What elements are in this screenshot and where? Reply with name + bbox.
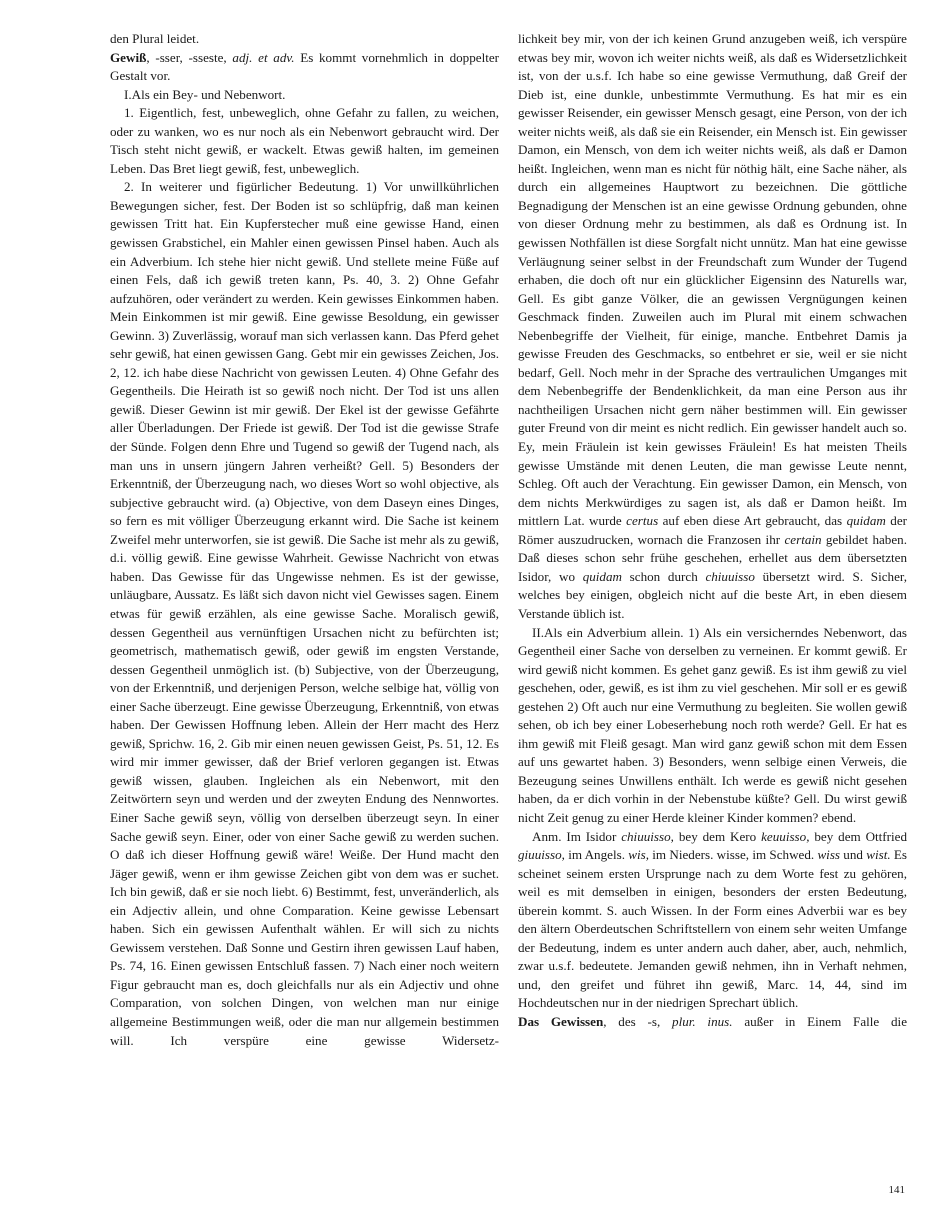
section-1-paragraph-1: 1. Eigentlich, fest, unbeweglich, ohne Gefahr zu fallen, zu weichen, oder zu wanken, wo es nur noch als ein Nebenwort gebraucht wird. Der Tisch steht nicht gewiß, er wackelt. Etwas gewiß halten, im gemeinen Leben. Das Bret liegt gewiß, fest, unbeweglich. xyxy=(110,105,499,176)
forms: , des -s, xyxy=(603,1013,673,1029)
french-term: certain xyxy=(784,531,822,547)
etymology-term: wist. xyxy=(866,847,891,863)
forms: , -sser, -sseste, xyxy=(146,49,233,65)
etymology-term: wiss xyxy=(817,847,841,863)
text-run: Es scheinet seinem ersten Ursprunge nach zu dem Worte fest zu gehören, weil es mit demselben in einigen, besonders der ersten Bedeutung, überein kommt. S. auch Wissen. In der Form eines Adverbii war es bey den ältern Oberdeutschen Schriftstellern von einem sehr weiten Umfange der Bedeutung, indem es unter andern auch daher, aber, auch, nehmlich, zwar u.s.f. bedeutete. Jemanden gewiß nehmen, ihn in Verhaft nehmen, und, den greifet und führet ihn gewiß, Marc. 14, 44, sind im Hochdeutschen nur in der niedrigen Sprechart üblich. xyxy=(518,847,908,1011)
latin-term: quidam xyxy=(582,568,622,584)
continuation-paragraph xyxy=(518,30,907,624)
entry-gewissen xyxy=(518,1013,907,1032)
text-run: im Nieders. wisse, im Schwed. xyxy=(649,847,818,863)
page-number: 141 xyxy=(888,1184,905,1196)
entry-gewiss xyxy=(110,49,499,86)
left-column xyxy=(110,30,499,1050)
text-run: bey dem Ottfried xyxy=(809,828,908,844)
etymology-term: wis, xyxy=(628,847,650,863)
entry-text: Es kommt vornehmlich in doppelter Gestalt vor. xyxy=(110,49,500,84)
part-of-speech: adj. et adv. xyxy=(232,49,295,65)
text-run: und xyxy=(840,847,867,863)
section-1-title: I.Als ein Bey- und Nebenwort. xyxy=(124,86,286,102)
latin-term: quidam xyxy=(846,513,886,529)
headword-gewiss: Gewiß xyxy=(110,49,147,65)
right-column xyxy=(518,30,907,1032)
part-of-speech: plur. inus. xyxy=(672,1013,733,1029)
etymology-term: chiuuisso, xyxy=(621,828,674,844)
old-german-term: chiuuisso xyxy=(705,568,755,584)
text-run: der Römer auszudrucken, wornach die Franzosen ihr xyxy=(518,513,907,547)
text-run: lichkeit bey mir, von der ich keinen Grund anzugeben weiß, ich verspüre etwas bey mir, wovon ich weiter nichts weiß, als daß es Widersetzlichkeit ist, von der u.s.f. Ich habe so eine gewisse Vermuthung, daß Greif der Dieb ist, eine dunkle, unbestimmte Vermuthung. Es hat mir es ein gewisser Reisender, ein gewisser Mensch gesagt, eine Person, von der ich weiter nichts weiß, als daß sie ein Reisender, ein Mensch ist. Ein gewisser Damon, ein Mensch, von dem ich weiter nichts weiß, als daß er Damon heißt. Ingleichen, wenn man es nicht für nöthig hält, eine Sache näher, als durch ein allgemeines Hauptwort zu bezeichnen. Die göttliche Begnadigung der Menschen ist an eine gewisse Ordnung gebunden, ohne von dieser Ordnung mehr zu bestimmen, als daß es Ordnung ist. In gewissen Nothfällen ist diese Sorgfalt nicht unnütz. Man hat eine gewisse Verläugnung seiner selbst in der Freundschaft zum Wunder der Tugend erhaben, die doch oft nur ein glücklicher Eigensinn des Naturells war, Gell. Es gibt ganze Völker, die an gewissen Vergnügungen keinen Geschmack finden. Zuweilen auch im Plural mit einem schwachen Nebenbegriffe der Vielheit, für einige, manche. Entbehret Damis ja gewisse Freuden des Geschmacks, so entbehret er sie, weil er sie nicht bedarf, Gell. Noch mehr in der Sprache des vertraulichen Umganges mit dem Nebenbegriffe der Bendenklichkeit, da man eine Person aus ihr nachtheiligen Ursachen nicht gern näher bestimmen will. Ein gewisser guter Freund von dir meint es nicht redlich. Ein gewisser handelt auch so. Ey, mein Fräulein ist kein gewisses Fräulein! Es hat meisten Theils gewisse Umstände mit denen Leuten, die man gewisse Leute nennt, Schleg. Oft auch der Verachtung. Ein gewisser Damon, ein Mensch, von dem nichts Merkwürdiges zu sagen ist, als daß er Damon heißt. Im mittlern Lat. wurde xyxy=(518,31,907,529)
entry-text: außer in Einem Falle die xyxy=(732,1013,908,1029)
section-2-paragraph: II.Als ein Adverbium allein. 1) Als ein versicherndes Nebenwort, das Gegentheil einer Sache von derselben zu verneinen. Er kommt gewiß. Er wird gewiß nicht kommen. Es gehet ganz gewiß. Es ist ihm gewiß zu viel geschehen, oder, gewiß, es ist ihm zu viel geschehen. Mir soll er es gewiß gestehen 2) Oft auch nur eine Vermuthung zu begleiten. Sie wollen gewiß sehen, ob ich bey einer Lobeserhebung noch roth werde? Gell. Er hat es ihm gewiß mit Fleiß gesagt. Man wird ganz gewiß schon mit dem Essen auf uns gewartet haben. 3) Besonders, wenn selbige einen Verweis, die Bezeugung seines Unwillens enthält. Ich werde es gewiß nicht gesehen haben, da er dich vorhin in der Nebenstube küßte? Gell. Du wirst gewiß nicht Zeit genug zu einer Herde kleiner Kinder kommen? ebend. xyxy=(518,624,907,825)
dictionary-page xyxy=(110,30,910,1175)
text-run: auf eben diese Art gebraucht, das xyxy=(658,513,847,529)
etymology-term: keuuisso, xyxy=(761,828,810,844)
headword-gewissen: Das Gewissen xyxy=(518,1013,604,1029)
etymology-term: giuuisso, xyxy=(518,847,565,863)
text-run: bey dem Kero xyxy=(673,828,762,844)
section-1-paragraph-2: 2. In weiterer und figürlicher Bedeutung. 1) Vor unwillkührlichen Bewegungen sicher, fest. Der Boden ist so schlüpfrig, daß man keinen gewissen Tritt hat. Ein Kupferstecher muß eine gewisse Hand, einen gewissen Grabstichel, ein Mahler einen gewissen Pinsel haben. Auch als ein Adverbium. Ich stehe hier nicht gewiß. Und stellete meine Füße auf einen Fels, daß ich gewiß treten kann, Ps. 40, 3. 2) Ohne Gefahr aufzuhören, oder verändert zu werden. Kein gewisses Einkommen haben. Mein Einkommen ist mir gewiß. Eine gewisse Besoldung, ein gewisser Gewinn. 3) Zuverlässig, worauf man sich verlassen kann. Das Pferd gehet sehr gewiß, hat einen gewissen Gang. Gebt mir ein gewisses Zeichen, Jos. 2, 12. ich habe diese Nachricht von gewissen Leuten. 4) Ohne Gefahr des Gegentheils. Die Heirath ist so gewiß noch nicht. Der Tod ist uns allen gewiß. Dieser Gewinn ist mir gewiß. Der Ekel ist der gewisse Gefährte aller Überladungen. Der Friede ist gewiß. Der Tod ist die gewisse Strafe der Sünde. Folgen denn Ehre und Tugend so gewiß der Tugend nach, als man uns in unsern jüngern Jahren verheißt? Gell. 5) Besonders der Erkenntniß, der Überzeugung nach, wo dieses Wort so wohl objective, als subjective gebraucht wird. (a) Objective, von dem Daseyn eines Dinges, so fern es mit völliger Überzeugung erkannt wird. Die Sache ist keinem Zweifel mehr unterworfen, sie ist gewiß. Die Sache ist mehr als zu gewiß, d.i. völlig gewiß. Eine gewisse Wahrheit. Gewisse Nachricht von etwas haben. Das Gewisse für das Ungewisse nehmen. Es ist der gewisse, unläugbare, Aussatz. Es läßt sich davon nicht viel Gewisses sagen. Einem etwas für gewiß erzählen, als eine gewisse Sache. Moralisch gewiß, dessen Gegentheil aus vernünftigen Ursachen nicht zu befürchten ist; geometrisch, mathematisch gewiß, oder gewiß im engsten Verstande, dessen Gegentheil unmöglich ist. (b) Subjective, von der Überzeugung, von der Erkenntniß, und derjenigen Person, welche selbige hat, völlig von einer Sache überzeugt. Eine gewisse Überzeugung, Erkenntniß, von etwas haben. Der Gewissen Hoffnung leben. Allein der Herr macht des Herz gewiß, Sprichw. 16, 2. Gib mir einen neuen gewissen Geist, Ps. 51, 12. Es wird mir immer gewisser, daß der Brief verloren gegangen ist. Etwas gewiß wissen, glauben. Ingleichen als ein Nebenwort, mit den Zeitwörtern seyn und werden und der zweyten Endung des Nennwortes. Einer Sache gewiß seyn, völlig von derselben überzeugt seyn. In einer Sache gewiß seyn. Einer, oder von einer Sache gewiß zu werden suchen. O daß ich dieser Hoffnung gewiß wäre! Weiße. Der Hund macht den Jäger gewiß, wenn er ihm gewisse Zeichen gibt von dem was er suchet. Ich bin gewiß, daß er sie noch liebt. 6) Bestimmt, fest, unveränderlich, als ein Adjectiv allein, und ohne Comparation. Keine gewisse Lebensart haben. Sich ein gewissen Aufenthalt wählen. Er will sich zu nichts Gewissem verstehen. Daß Sonne und Gestirn ihren gewissen Lauf haben, Ps. 74, 16. Einen gewissen Entschluß fassen. 7) Nach einer noch weitern Figur gebraucht man es, doch gleichfalls nur als ein Adjectiv und ohne Comparation, von solchen Dingen, von welchen man nur einige allgemeine Bestimmungen weiß, oder die man nur allgemein bestimmen will. Ich verspüre eine gewisse Widersetz- xyxy=(110,179,499,1048)
text-run: gebildet haben. Daß dieses schon sehr frühe geschehen, erhellet aus dem übersetzten Isidor, wo xyxy=(518,531,907,584)
text-run: übersetzt wird. S. Sicher, welches bey einigen, obgleich nicht auf die beste Art, in eben diesem Verstande üblich ist. xyxy=(518,568,907,621)
paragraph-plural: den Plural leidet. xyxy=(110,31,200,46)
latin-term: certus xyxy=(626,513,659,529)
text-run: im Angels. xyxy=(564,847,629,863)
text-run: schon durch xyxy=(621,568,706,584)
text-run: Anm. Im Isidor xyxy=(532,828,622,844)
annotation-paragraph xyxy=(518,828,907,1013)
